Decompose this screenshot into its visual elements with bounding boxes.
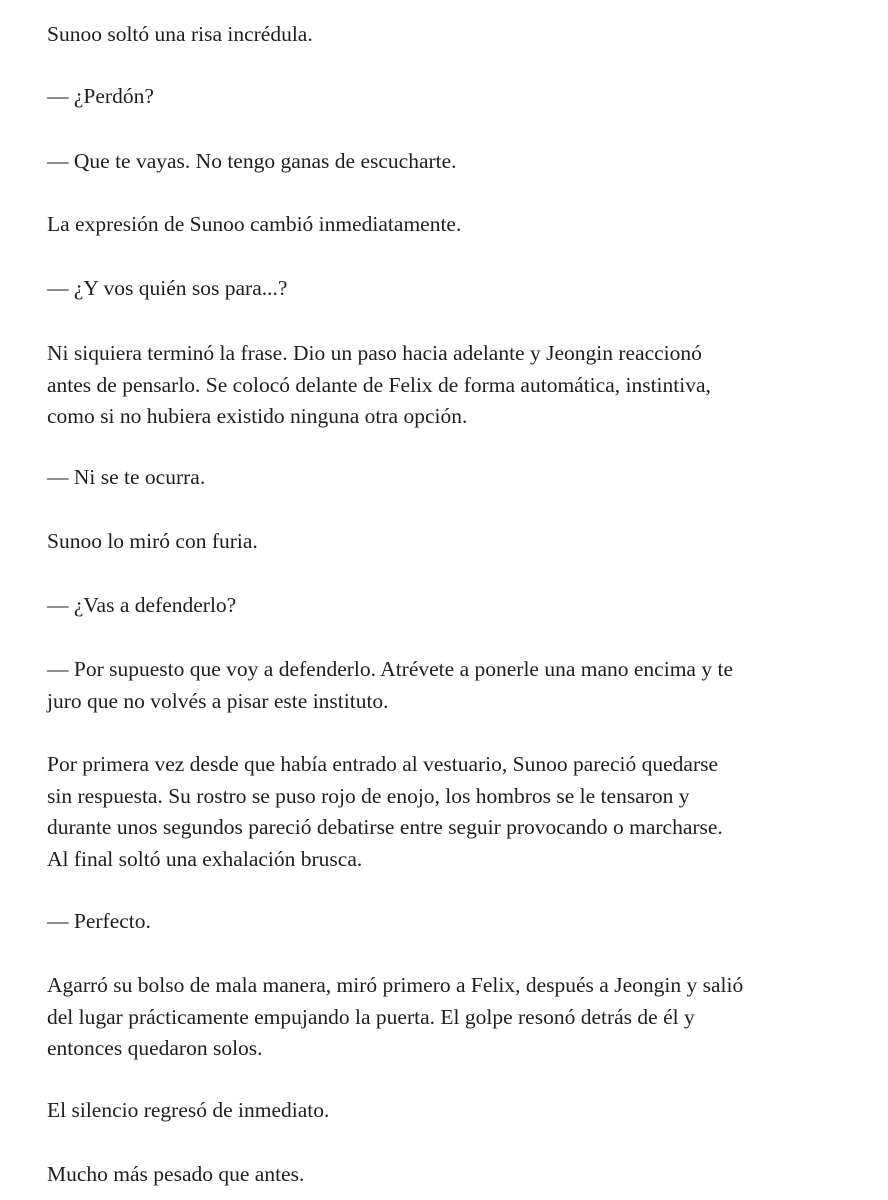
paragraph — [47, 1095, 857, 1127]
text-line: — ¿Vas a defenderlo? — [47, 593, 237, 617]
text-line: — Ni se te ocurra. — [47, 465, 206, 489]
text-line: — Perfecto. — [47, 909, 151, 933]
text-line: El silencio regresó de inmediato. — [47, 1098, 330, 1122]
paragraph — [47, 970, 857, 1065]
text-line: como si no hubiera existido ninguna otra opción. — [47, 404, 468, 429]
text-line: Mucho más pesado que antes. — [47, 1162, 305, 1186]
text-line: durante unos segundos pareció debatirse entre seguir provocando o marcharse. — [47, 815, 723, 840]
paragraph — [47, 526, 857, 558]
text-line: del lugar prácticamente empujando la puerta. El golpe resonó detrás de él y — [47, 1004, 695, 1029]
paragraph — [47, 654, 857, 717]
text-line: — Por supuesto que voy a defenderlo. Atrévete a ponerle una mano encima y te — [47, 657, 733, 681]
paragraph — [47, 338, 857, 433]
text-line: entonces quedaron solos. — [47, 1036, 263, 1061]
paragraph — [47, 749, 857, 875]
text-line: — ¿Perdón? — [47, 84, 154, 108]
text-line: antes de pensarlo. Se colocó delante de Felix de forma automática, instintiva, — [47, 372, 711, 397]
text-line: Sunoo soltó una risa incrédula. — [47, 22, 313, 46]
text-line: — ¿Y vos quién sos para...? — [47, 276, 288, 300]
text-line: La expresión de Sunoo cambió inmediatamente. — [47, 212, 462, 236]
text-line: Sunoo lo miró con furia. — [47, 529, 258, 553]
paragraph — [47, 81, 857, 113]
paragraph — [47, 273, 857, 305]
paragraph — [47, 590, 857, 622]
text-line: Por primera vez desde que había entrado al vestuario, Sunoo pareció quedarse — [47, 752, 719, 776]
paragraph — [47, 146, 857, 178]
text-line: Ni siquiera terminó la frase. Dio un paso hacia adelante y Jeongin reaccionó — [47, 341, 702, 365]
text-line: sin respuesta. Su rostro se puso rojo de enojo, los hombros se le tensaron y — [47, 783, 690, 808]
text-line: Agarró su bolso de mala manera, miró primero a Felix, después a Jeongin y salió — [47, 973, 744, 997]
text-line: juro que no volvés a pisar este instituto. — [47, 688, 389, 713]
paragraph — [47, 209, 857, 241]
paragraph — [47, 19, 857, 51]
paragraph — [47, 1159, 857, 1191]
paragraph — [47, 906, 857, 938]
text-line: Al final soltó una exhalación brusca. — [47, 846, 363, 871]
paragraph — [47, 462, 857, 494]
text-line: — Que te vayas. No tengo ganas de escucharte. — [47, 149, 457, 173]
